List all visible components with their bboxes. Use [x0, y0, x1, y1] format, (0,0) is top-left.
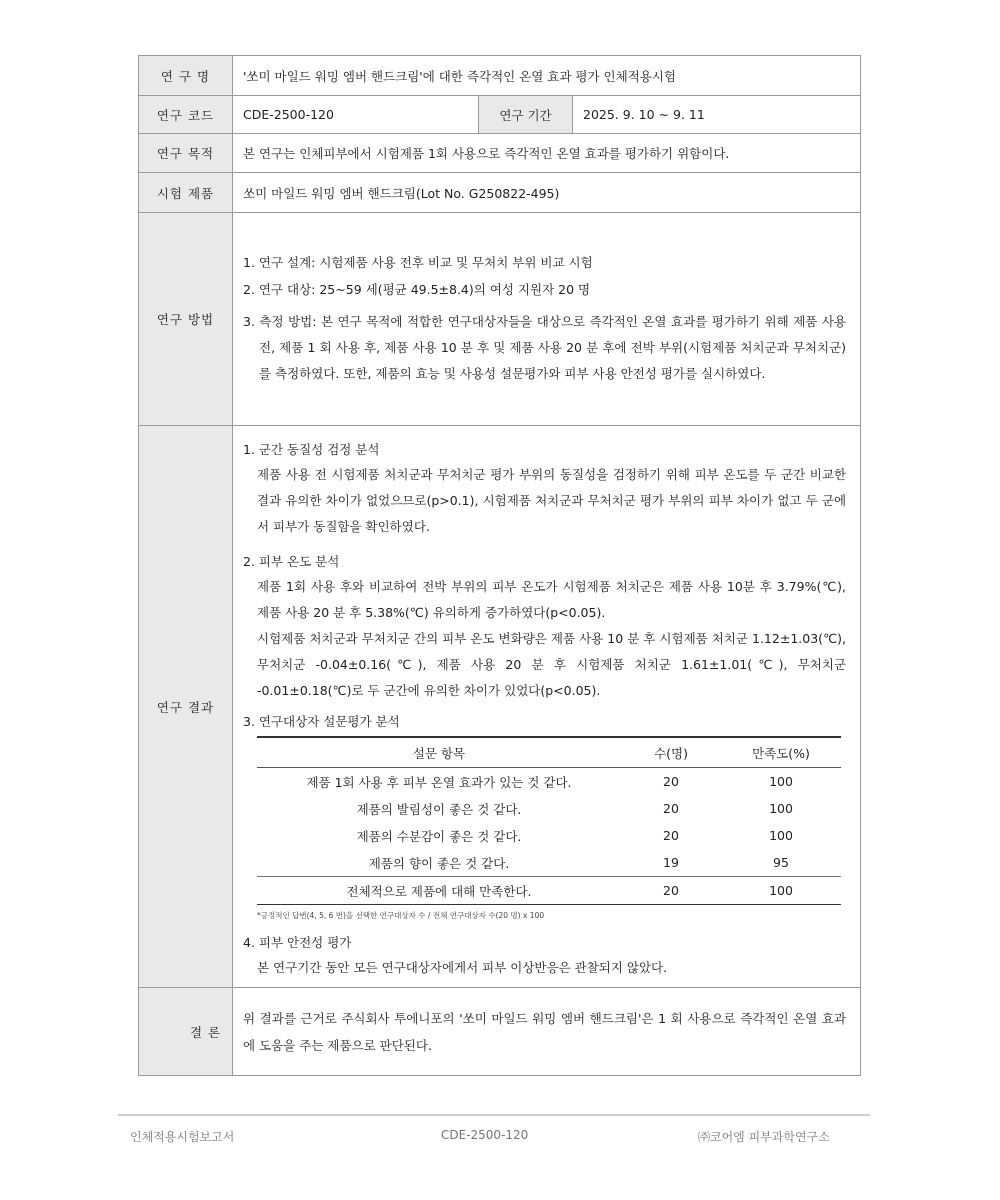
- survey-header-count: 수(명): [621, 737, 721, 768]
- footer-divider: [118, 1114, 870, 1116]
- row-conclusion: [139, 988, 861, 1076]
- survey-row: [257, 877, 841, 905]
- row-test-product: [139, 173, 861, 213]
- method-item-measurement: 3. 측정 방법: 본 연구 목적에 적합한 연구대상자들을 대상으로 즉각적인 온열 효과를 평가하기 위해 제품 사용 전, 제품 1 회 사용 후, 제품 사용 10 분 후 및 제품 사용 20 분 후에 전박 부위(시험제품 처치군과 무처치군)를 측정하였다. 또한, 제품의 효능 및 사용성 설문평가와 피부 사용 안전성 평가를 실시하였다.: [243, 314, 847, 381]
- results-section-3-title: 3. 연구대상자 설문평가 분석: [243, 714, 400, 729]
- study-results: [233, 426, 861, 988]
- survey-header-row: [257, 737, 841, 768]
- footer-institute: ㈜코어엠 피부과학연구소: [698, 1130, 830, 1144]
- survey-satisfaction: 100: [721, 877, 841, 905]
- results-section-2-title: 2. 피부 온도 분석: [243, 554, 340, 569]
- survey-count: 20: [621, 877, 721, 905]
- summary-table: [138, 55, 861, 1076]
- survey-row: [257, 768, 841, 796]
- row-study-results: [139, 426, 861, 988]
- survey-satisfaction: 100: [769, 828, 793, 843]
- survey-row: [257, 849, 841, 877]
- survey-count: 20: [663, 801, 679, 816]
- footer-report-code: CDE-2500-120: [441, 1128, 529, 1142]
- row-study-title: [139, 56, 861, 96]
- study-code: CDE-2500-120: [233, 96, 479, 134]
- results-section-2-text-1: 제품 1회 사용 후와 비교하여 전박 부위의 피부 온도가 시험제품 처치군은 제품 사용 10분 후 3.79%(℃), 제품 사용 20 분 후 5.38%(℃) 유의하게 증가하였다(p<0.05).: [257, 579, 847, 620]
- results-section-1-text: 제품 사용 전 시험제품 처치군과 무처치군 평가 부위의 동질성을 검정하기 위해 피부 온도를 두 군간 비교한 결과 유의한 차이가 없었으므로(p>0.1), 시험제품 처치군과 무처치군 평가 부위의 피부 차이가 없고 두 군에서 피부가 동질함을 확인하였다.: [257, 467, 847, 534]
- label-study-period: 연구 기간: [479, 96, 573, 134]
- row-study-purpose: [139, 134, 861, 173]
- survey-row: [257, 795, 841, 822]
- study-method: [233, 213, 861, 426]
- results-section-2-text-2: 시험제품 처치군과 무처치군 간의 피부 온도 변화량은 제품 사용 10 분 후 시험제품 처치군 1.12±1.03(℃), 무처치군 -0.04±0.16(℃), 제품 사용 20 분 후 시험제품 처치군 1.61±1.01(℃), 무처치군 -0.01±0.18(℃)로 두 군간에 유의한 차이가 있었다(p<0.05).: [257, 631, 847, 698]
- survey-satisfaction: 100: [769, 774, 793, 789]
- label-study-results: 연구 결과: [139, 426, 233, 988]
- survey-item: 제품 1회 사용 후 피부 온열 효과가 있는 것 같다.: [306, 774, 572, 790]
- footer-report-name: 인체적용시험보고서: [130, 1130, 235, 1144]
- survey-footnote: *긍정적인 답변(4, 5, 6 번)을 선택한 연구대상자 수 / 전체 연구대상자 수(20 명) x 100: [257, 911, 545, 920]
- survey-count: 19: [621, 849, 721, 877]
- label-study-title: 연 구 명: [139, 56, 233, 96]
- label-test-product: 시험 제품: [139, 173, 233, 213]
- results-section-4-text: 본 연구기간 동안 모든 연구대상자에게서 피부 이상반응은 관찰되지 않았다.: [257, 960, 668, 975]
- label-study-purpose: 연구 목적: [139, 134, 233, 173]
- survey-satisfaction: 95: [721, 849, 841, 877]
- row-study-method: [139, 213, 861, 426]
- conclusion-text: 위 결과를 근거로 주식회사 투에니포의 '쏘미 마일드 워밍 엠버 핸드크림'은 1 회 사용으로 즉각적인 온열 효과에 도움을 주는 제품으로 판단된다.: [233, 988, 861, 1076]
- survey-row: [257, 822, 841, 849]
- survey-count: 20: [663, 828, 679, 843]
- method-item-subjects: 2. 연구 대상: 25~59 세(평균 49.5±8.4)의 여성 지원자 20 명: [243, 282, 591, 297]
- label-conclusion: 결 론: [139, 988, 233, 1076]
- label-study-code: 연구 코드: [139, 96, 233, 134]
- method-item-design: 1. 연구 설계: 시험제품 사용 전후 비교 및 무처치 부위 비교 시험: [243, 255, 593, 270]
- row-study-code: [139, 96, 861, 134]
- label-study-method: 연구 방법: [139, 213, 233, 426]
- survey-header-satisfaction: 만족도(%): [721, 737, 841, 768]
- study-title: '쏘미 마일드 워밍 엠버 핸드크림'에 대한 즉각적인 온열 효과 평가 인체적용시험: [233, 56, 861, 96]
- survey-item: 전체적으로 제품에 대해 만족한다.: [257, 877, 621, 905]
- results-section-1-title: 1. 군간 동질성 검정 분석: [243, 442, 380, 457]
- study-purpose: 본 연구는 인체피부에서 시험제품 1회 사용으로 즉각적인 온열 효과를 평가하기 위함이다.: [233, 134, 861, 173]
- test-product: 쏘미 마일드 워밍 엠버 핸드크림(Lot No. G250822-495): [233, 173, 861, 213]
- study-period: 2025. 9. 10 ~ 9. 11: [573, 96, 861, 134]
- survey-item: 제품의 향이 좋은 것 같다.: [257, 849, 621, 877]
- survey-item: 제품의 발림성이 좋은 것 같다.: [356, 801, 522, 817]
- survey-satisfaction: 100: [769, 801, 793, 816]
- survey-header-item: 설문 항목: [257, 737, 621, 768]
- results-section-4-title: 4. 피부 안전성 평가: [243, 935, 352, 950]
- survey-item: 제품의 수분감이 좋은 것 같다.: [356, 828, 522, 844]
- survey-count: 20: [663, 774, 679, 789]
- survey-table: [257, 736, 841, 905]
